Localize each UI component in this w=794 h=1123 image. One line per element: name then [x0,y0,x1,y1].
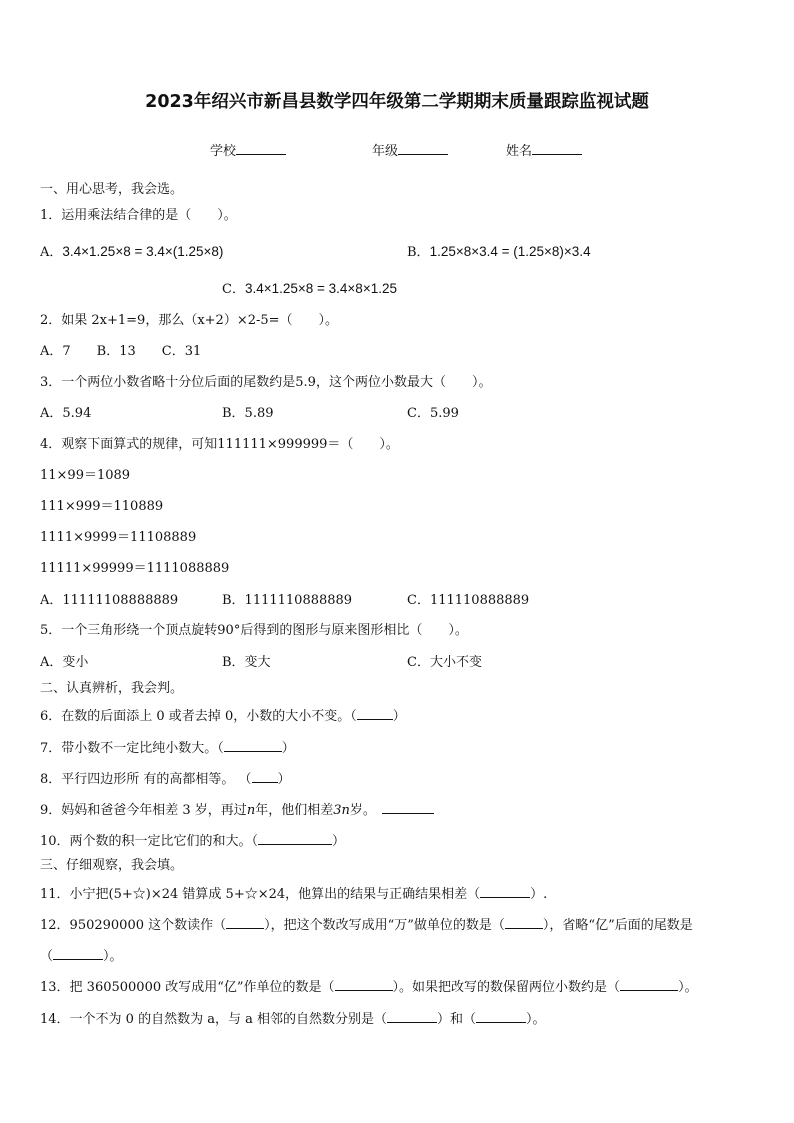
q4-stem: 4．观察下面算式的规律，可知111111×999999＝（ ）。 [40,437,399,452]
answer-blank[interactable] [258,832,332,845]
q5-option-c[interactable]: C．大小不变 [407,655,482,670]
q1-option-b-expr: 1.25×8×3.4 = (1.25×8)×3.4 [429,244,591,259]
section1-heading: 一、用心思考，我会选。 [40,182,184,197]
q6: 6．在数的后面添上 0 或者去掉 0，小数的大小不变。（ ） [40,709,406,724]
q11: 11．小宁把(5+☆)×24 错算成 5+☆×24，他算出的结果与正确结果相差（ ）. [40,887,548,902]
q4-option-a[interactable]: A．11111108888889 [40,593,179,608]
answer-blank[interactable] [620,978,678,991]
school-label: 学校 [210,144,237,159]
q1-option-c[interactable] [222,281,397,298]
school-field[interactable] [210,142,286,160]
q1-option-c-label: C． [222,282,245,297]
section3-heading: 三、仔细观察，我会填。 [40,858,184,873]
name-label: 姓名 [506,144,533,159]
q3-option-b[interactable]: B．5.89 [222,406,274,421]
page-title: 2023年绍兴市新昌县数学四年级第二学期期末质量跟踪监视试题 [145,92,649,112]
answer-blank[interactable] [252,770,278,783]
answer-blank[interactable] [53,947,103,960]
q4-line: 111×999＝110889 [40,499,164,514]
answer-blank[interactable] [382,801,434,814]
q1-stem: 1．运用乘法结合律的是（ ）。 [40,208,237,223]
q5-option-b[interactable]: B．变大 [222,655,271,670]
q3-stem: 3．一个两位小数省略十分位后面的尾数约是5.9，这个两位小数最大（ ）。 [40,375,492,390]
grade-field[interactable] [372,142,448,160]
q9: 9．妈妈和爸爸今年相差 3 岁，再过n年，他们相差3n岁。 [40,801,434,819]
q1-option-a-expr: 3.4×1.25×8 = 3.4×(1.25×8) [62,244,224,259]
q1-option-b[interactable] [407,244,591,261]
name-field[interactable] [506,142,582,160]
answer-blank[interactable] [476,1010,526,1023]
q12-continued: （ ）。 [40,949,123,964]
answer-blank[interactable] [224,739,282,752]
q5-option-a[interactable]: A．变小 [40,655,89,670]
grade-label: 年级 [372,144,399,159]
q1-option-a-label: A． [40,245,63,260]
q8: 8．平行四边形所 有的高都相等。 （ ） [40,772,291,787]
q12: 12．950290000 这个数读作（ ），把这个数改写成用“万”做单位的数是（ ），省略“亿”后面的尾数是 [40,918,693,933]
answer-blank[interactable] [335,978,393,991]
q2-stem: 2．如果 2x+1=9，那么（x+2）×2-5=（ ）。 [40,313,339,328]
q5-stem: 5．一个三角形绕一个顶点旋转90°后得到的图形与原来图形相比（ ）。 [40,623,468,638]
answer-blank[interactable] [357,707,393,720]
q1-option-a[interactable] [40,244,223,261]
q3-option-a[interactable]: A．5.94 [40,406,92,421]
q3-option-c[interactable]: C．5.99 [407,406,459,421]
q4-option-b[interactable]: B．1111110888889 [222,593,353,608]
q4-option-c[interactable]: C．111110888889 [407,593,530,608]
q1-option-c-expr: 3.4×1.25×8 = 3.4×8×1.25 [244,281,397,296]
answer-blank[interactable] [226,916,264,929]
q1-option-b-label: B． [407,245,430,260]
section2-heading: 二、认真辨析，我会判。 [40,681,184,696]
answer-blank[interactable] [480,885,530,898]
q10: 10．两个数的积一定比它们的和大。（ ） [40,834,346,849]
q14: 14．一个不为 0 的自然数为 a，与 a 相邻的自然数分别是（ ）和（ ）。 [40,1012,546,1027]
q4-line: 11111×99999＝1111088889 [40,561,230,576]
answer-blank[interactable] [387,1010,437,1023]
q4-line: 1111×9999＝11108889 [40,530,197,545]
q4-line: 11×99＝1089 [40,468,131,483]
answer-blank[interactable] [505,916,543,929]
q2-options[interactable]: A．7 B．13 C．31 [40,344,202,359]
q7: 7．带小数不一定比纯小数大。（ ） [40,741,295,756]
q13: 13．把 360500000 改写成用“亿”作单位的数是（ ）。如果把改写的数保留两位小数约是（ ）。 [40,980,698,995]
